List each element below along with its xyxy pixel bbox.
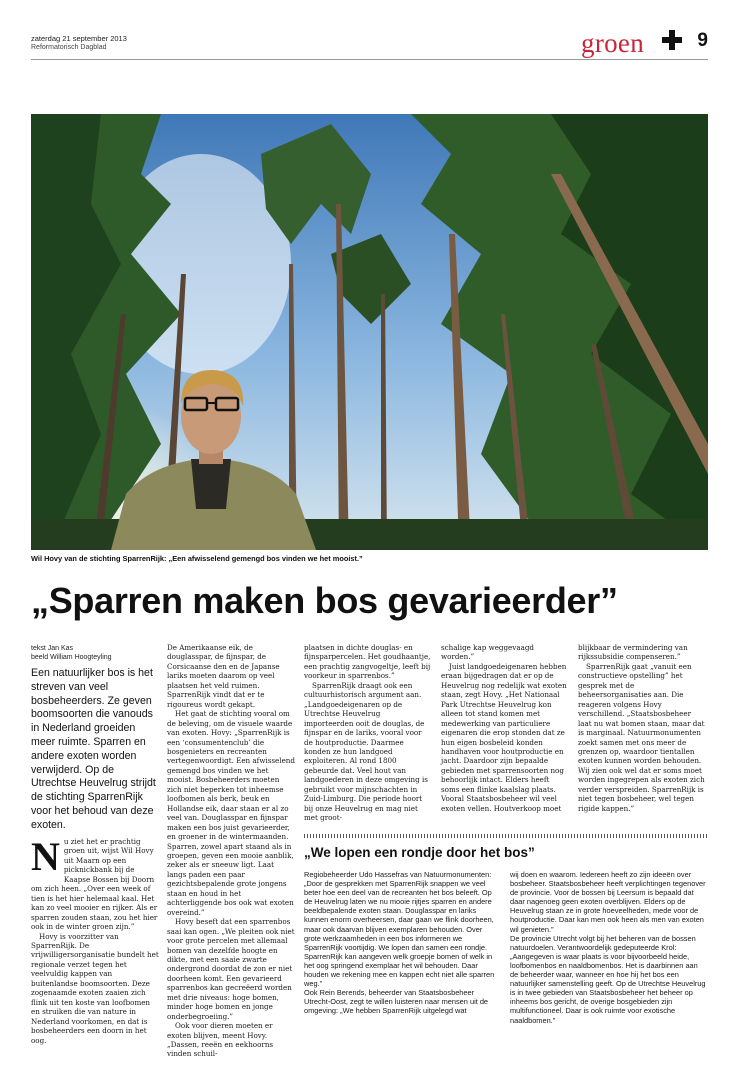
paragraph: Juist landgoedeigenaren hebben eraan bijgedragen dat er op de Heuvelrug nog redelijk wat exoten staan, zegt Hovy. „Het Nationaal Park Utrechtse Heuvelrug kon alleen tot stand komen met medewerking van particuliere eigenaren die erop stonden dat ze hun eigen bosbeleid konden handhaven voor houtproductie en jacht. Daardoor zijn bepaalde gebieden met sparrensoorten nog behoorlijk intact. Elders heeft soms een flinke kaalslag plaats. Vooral Staatsbosbeheer wil veel exoten vellen. Houtverkoop moet [441,661,567,813]
page-header [31,30,708,60]
photo-caption: Wil Hovy van de stichting SparrenRijk: „Een afwisselend gemengd bos vinden we het mooist.” [31,554,363,563]
paragraph: Hovy is voorzitter van SparrenRijk. De vrijwilligersorganisatie bundelt het regionale verzet tegen het veelvuldig kappen van buitenlandse boomsoorten. Deze zogenaamde exoten zaaien zich flink uit ten koste van loofbomen en struiken die van nature in Nederland voorkomen, en dat is bosbeheerders een doorn in het oog. [31,931,159,1045]
article-column-5 [578,643,706,813]
box-divider [304,834,708,838]
paragraph: Het gaat de stichting vooral om de beleving, om de visuele waarde van exoten. Hovy: „SparrenRijk is een ‘consumentenclub’ die bosgenieters en recreanten vertegenwoordigt. Een afwisselend gemengd bos vinden we het mooist. Bosbeheerders moeten zich niet beperken tot inheemse loofbomen als berk, beuk en Hollandse eik, daar staan er al zo veel van. Douglasspar en fijnspar maken een bos juist gevarieerder, en groener in de wintermaanden. Sparren, zowel apart staand als in groepen, geven een mooie aanblik, zeker als er sneeuw ligt. Laat langs paden een paar gezichtsbepalende grote jongens staan en houd in het achterliggende bos ook wat exoten overeind.” [167,709,295,917]
article-headline: „Sparren maken bos gevarieerder” [31,580,618,621]
box-column-1 [304,870,500,1016]
box-title: „We lopen een rondje door het bos” [304,845,535,860]
paragraph: SparrenRijk draagt ook een cultuurhistorisch argument aan. „Landgoedeigenaren op de Utrechtse Heuvelrug importeerden ooit de douglas, de fijnspar en de lariks, vooral voor de houtproductie. Daarmee konden ze hun landgoed exploiteren. Al rond 1800 gebeurde dat. Veel hout van landgoederen in deze omgeving is gebruikt voor mijnschachten in Zuid-Limburg. Die periode hoort bij onze Heuvelrug en mag niet met groot- [304,680,428,823]
drop-cap: N [31,834,60,879]
plus-icon [662,30,682,50]
article-column-1 [31,834,159,1045]
paragraph: plaatsen in dichte douglas- en fijnsparpercelen. Het goudhaantje, een prachtig zangvogeltje, leeft bij voorkeur in sparrenbos.” [304,643,431,681]
article-column-3 [304,643,432,823]
paragraph: Ook voor dieren moeten er exoten blijven, meent Hovy. „Dassen, reeën en eekhoorns vinden schuil- [167,1021,274,1059]
paragraph: schalige kap weggevaagd worden.” [441,643,534,662]
paragraph: wij doen en waarom. Iedereen heeft zo zijn ideeën over bosbeheer. Staatsbosbeheer heeft verplichtingen tegenover de provincie. Voor de bossen bij Leersum is bepaald dat daar nagenoeg geen exoten overblijven. Elders op de Heuvelrug staan ze in grote hoeveelheden, mede voor de houtproductie. Daar kan men ook heen als men van exoten wil genieten.” [510,870,706,934]
issue-date: zaterdag 21 september 2013 [31,34,127,43]
paragraph: SparrenRijk gaat „vanuit een constructieve opstelling” het gesprek met de beheersorganisaties aan. Die reageren volgens Hovy verschillend. „Staatsbosbeheer laat nu wat bomen staan, maar dat is marginaal. Natuurmonumenten zoekt samen met ons meer de grenzen op, waardoor tientallen exoten kunnen worden behouden. Wij zien ook wel dat er soms moet worden ingegrepen als exoten zich verder verspreiden. SparrenRijk is niet tegen bosbeheer, wel tegen rigide kappen.” [578,661,705,813]
paragraph: Regiobeheerder Udo Hassefras van Natuurmonumenten: „Door de gesprekken met SparrenRijk snappen we veel beter hoe een deel van de recreanten het bos beleeft. Op de Heuvelrug laten we nu mooie rijtjes sparren en andere beeldbepalende exoten staan. Douglasspar en lariks kunnen enorm overheersen, daar gaan we flink doorheen, maar ook daarvan blijven exemplaren behouden. Over grote werkzaamheden in een bos informeren we SparrenRijk voortijdig. We lopen dan samen een rondje. SparrenRijk kan aangeven welk groepje bomen of welk in het oog springend exemplaar het wil behouden. Daar houden we rekening mee en kappen echt niet alle sparren weg.” [304,870,495,989]
paragraph: Hovy beseft dat een sparrenbos saai kan ogen. „We pleiten ook niet voor grote percelen met allemaal bomen van dezelfde hoogte en dikte, met een saaie zwarte ondergrond doordat de zon er niet doorheen komt. Een gevarieerd sparrenbos kan gecreëerd worden met drie niveaus: hoge bomen, minder hoge bomen en jonge onderbegroeiing.” [167,917,295,1021]
box-column-2 [510,870,708,1025]
article-intro: Een natuurlijker bos is het streven van veel bosbeheerders. Ze geven boomsoorten die vanouds in Nederland groeiden meer ruimte. Sparren en andere exoten worden verwijderd. Op de Utrechtse Heuvelrug strijdt de stichting SparrenRijk voor het behoud van deze exoten. [31,667,156,831]
page-number: 9 [697,30,708,51]
paragraph: De provincie Utrecht volgt bij het beheren van de bossen natuurdoelen. Verantwoordelijk gedeputeerde Krol: „Aangegeven is waar plaats is voor bijvoorbeeld heide, loofbomenbos en naaldbomenbos. Het is daarbinnen aan de beheerder waar, wanneer en hoe hij het bos een natuurlijker samenstelling geeft. Op de Utrechtse Heuvelrug is in twee gebieden van Staatsbosbeheer het beheer op inheems bos gericht, de overige bosgebieden zijn multifunctioneel. Daar is ook ruimte voor exotische naaldbomen.” [510,933,706,1025]
article-column-2 [167,643,295,1059]
article-credits [31,644,112,662]
newspaper-name: Reformatorisch Dagblad [31,44,107,51]
paragraph: u ziet het er prachtig groen uit, wijst Wil Hovy uit Maarn op een picknickbank bij de Kaapse Bossen bij Doorn om zich heen. „Over een week of tien is het hier helemaal kaal. Het kan zo veel mooier en rijker. Als er sparren zouden staan, zou het hier ook in de winter groen zijn.” [31,837,158,932]
article-photo [31,114,708,550]
photo-credit: beeld William Hoogteyling [31,654,112,661]
paragraph: De Amerikaanse eik, de douglasspar, de fijnspar, de Corsicaanse den en de Japanse lariks moeten daarom op veel plaatsen het veld ruimen. SparrenRijk vindt dat er te rigoureus wordt gekapt. [167,643,280,709]
article-column-4 [441,643,569,813]
paragraph: blijkbaar de vermindering van rijkssubsidie compenseren.” [578,643,688,662]
paragraph: Ook Rein Berends, beheerder van Staatsbosbeheer Utrecht-Oost, zegt te willen luisteren naar mensen uit de omgeving: „We hebben SparrenRijk uitgelegd wat [304,988,489,1016]
section-title: groen [581,28,644,58]
forest-photo-illustration [31,114,708,550]
author-credit: tekst Jan Kas [31,645,74,652]
